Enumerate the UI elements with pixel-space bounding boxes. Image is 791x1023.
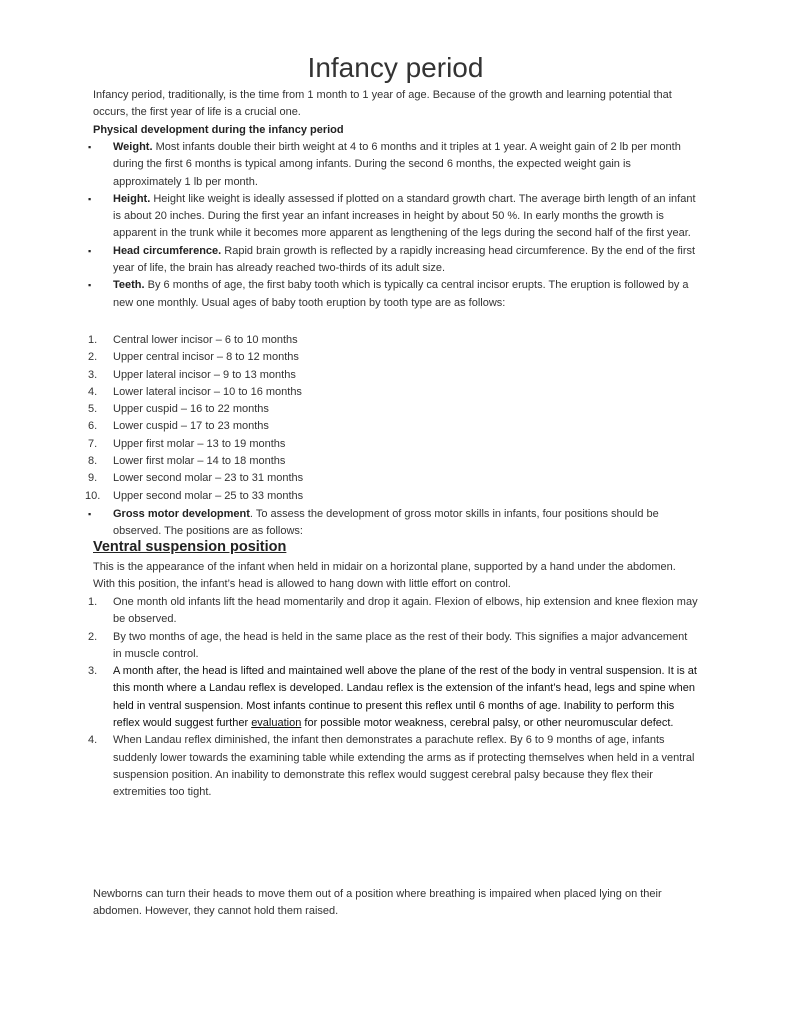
item-text: Lower cuspid – 17 to 23 months: [113, 420, 269, 433]
newborn-paragraph: Newborns can turn their heads to move them out of a position where breathing is impaired when placed lying on their abdomen. However, they cannot hold them raised.: [93, 888, 662, 918]
item-number: 6.: [88, 420, 98, 433]
list-item: [0, 732, 698, 801]
ventral-suspension-heading: Ventral suspension position: [93, 539, 287, 555]
item-number: 7.: [88, 437, 98, 450]
list-item: [0, 488, 698, 505]
item-text: A month after, the head is lifted and maintained well above the plane of the rest of the body in ventral suspension. It is at this month where a Landau reflex is developed. Landau reflex is the extension of the infant’s head, legs and spine when held in ventral suspension. Most infants continue to present this reflex until 6 months of age. Inability to perform this reflex would suggest further: [113, 665, 697, 730]
item-number: 1.: [88, 334, 98, 346]
item-text: Rapid brain growth is reflected by a rapidly increasing head circumference. By the end of the first year of life, the brain has already reached two-thirds of its adult size.: [113, 244, 696, 275]
item-text: Upper cuspid – 16 to 22 months: [113, 403, 269, 416]
bullet-icon: ▪: [88, 509, 92, 519]
list-item: [0, 332, 698, 349]
item-text: Lower lateral incisor – 10 to 16 months: [113, 385, 302, 398]
item-text: Upper lateral incisor – 9 to 13 months: [113, 368, 296, 381]
item-text: for possible motor weakness, cerebral palsy, or other neuromuscular defect.: [301, 717, 674, 730]
item-number: 8.: [88, 455, 98, 468]
item-number: 2.: [88, 630, 98, 643]
item-term: Weight.: [113, 141, 153, 153]
ventral-suspension-list: [0, 594, 698, 802]
list-item: [0, 367, 698, 384]
item-text: By two months of age, the head is held in the same place as the rest of their body. This signifies a major advancement in muscle control.: [113, 630, 688, 660]
evaluation-link[interactable]: evaluation: [251, 717, 302, 730]
item-number: 3.: [88, 665, 98, 678]
list-item: [0, 594, 698, 629]
item-text: When Landau reflex diminished, the infant then demonstrates a parachute reflex. By 6 to 9 months of age, infants suddenly lower towards the examining table while extending the arms as if protecting themselves when held in a ventral suspension position. An inability to demonstrate this reflex would suggest cerebral palsy because they flex their extremities too tight.: [113, 734, 695, 799]
list-item: [0, 243, 698, 278]
list-item: [0, 191, 698, 243]
item-term: Teeth.: [113, 279, 145, 292]
item-term: Gross motor development: [113, 508, 250, 520]
list-item: [0, 418, 698, 435]
list-item: [0, 139, 698, 191]
list-item: [0, 436, 698, 453]
list-item: [0, 384, 698, 401]
item-term: Height.: [113, 192, 151, 205]
list-item: [0, 629, 698, 664]
list-item: [0, 506, 698, 541]
item-number: 10.: [85, 489, 101, 502]
page-title: Infancy period: [307, 52, 484, 83]
item-text: Lower first molar – 14 to 18 months: [113, 455, 286, 468]
item-number: 5.: [88, 403, 98, 416]
list-item: [0, 349, 698, 366]
tooth-eruption-list: [0, 332, 698, 505]
item-text: Height like weight is ideally assessed if plotted on a standard growth chart. The average birth length of an infant is about 20 inches. During the first year an infant increases in height by about 50 %. In early months the growth is apparent in the trunk while it becomes more apparent as lengthening of the legs during the second half of the first year.: [113, 192, 696, 240]
bullet-icon: ▪: [88, 142, 92, 152]
item-text: Upper second molar – 25 to 33 months: [113, 489, 304, 502]
item-number: 4.: [88, 385, 98, 398]
list-item: [0, 470, 698, 487]
item-number: 2.: [88, 351, 98, 364]
item-text: One month old infants lift the head momentarily and drop it again. Flexion of elbows, hip extension and knee flexion may be observed.: [113, 596, 698, 626]
item-text: By 6 months of age, the first baby tooth which is typically ca central incisor erupts. The eruption is followed by a new one monthly. Usual ages of baby tooth eruption by tooth type are as follows:: [113, 279, 689, 309]
item-number: 1.: [88, 596, 98, 608]
intro-paragraph: Infancy period, traditionally, is the time from 1 month to 1 year of age. Because of the growth and learning potential that occurs, the first year of life is a crucial one.: [93, 89, 672, 119]
item-number: 9.: [88, 472, 98, 485]
list-item: [0, 401, 698, 418]
bullet-icon: ▪: [88, 280, 92, 291]
list-item: [0, 453, 698, 470]
list-item: [0, 663, 698, 732]
item-text: . To assess the development of gross motor skills in infants, four positions should be observed. The positions are as follows:: [113, 508, 659, 538]
item-number: 4.: [88, 734, 98, 747]
bullet-icon: ▪: [88, 193, 92, 204]
ventral-intro-paragraph: This is the appearance of the infant when held in midair on a horizontal plane, supported by a hand under the abdomen. With this position, the infant’s head is allowed to hang down with little effort on control.: [93, 561, 676, 591]
item-number: 3.: [88, 368, 98, 381]
item-text: Most infants double their birth weight at 4 to 6 months and it triples at 1 year. A weight gain of 2 lb per month during the first 6 months is typical among infants. During the second 6 months, the expected weight gain is approximately 1 lb per month.: [113, 141, 681, 188]
list-item: [0, 277, 698, 312]
item-text: Central lower incisor – 6 to 10 months: [113, 334, 298, 346]
item-term: Head circumference.: [113, 244, 222, 257]
gross-motor-list: [0, 506, 698, 541]
physical-development-heading: Physical development during the infancy period: [93, 124, 344, 136]
physical-development-list: [0, 139, 698, 312]
item-text: Upper central incisor – 8 to 12 months: [113, 351, 299, 364]
item-text: Lower second molar – 23 to 31 months: [113, 472, 304, 485]
bullet-icon: ▪: [88, 245, 92, 256]
item-text: Upper first molar – 13 to 19 months: [113, 437, 286, 450]
